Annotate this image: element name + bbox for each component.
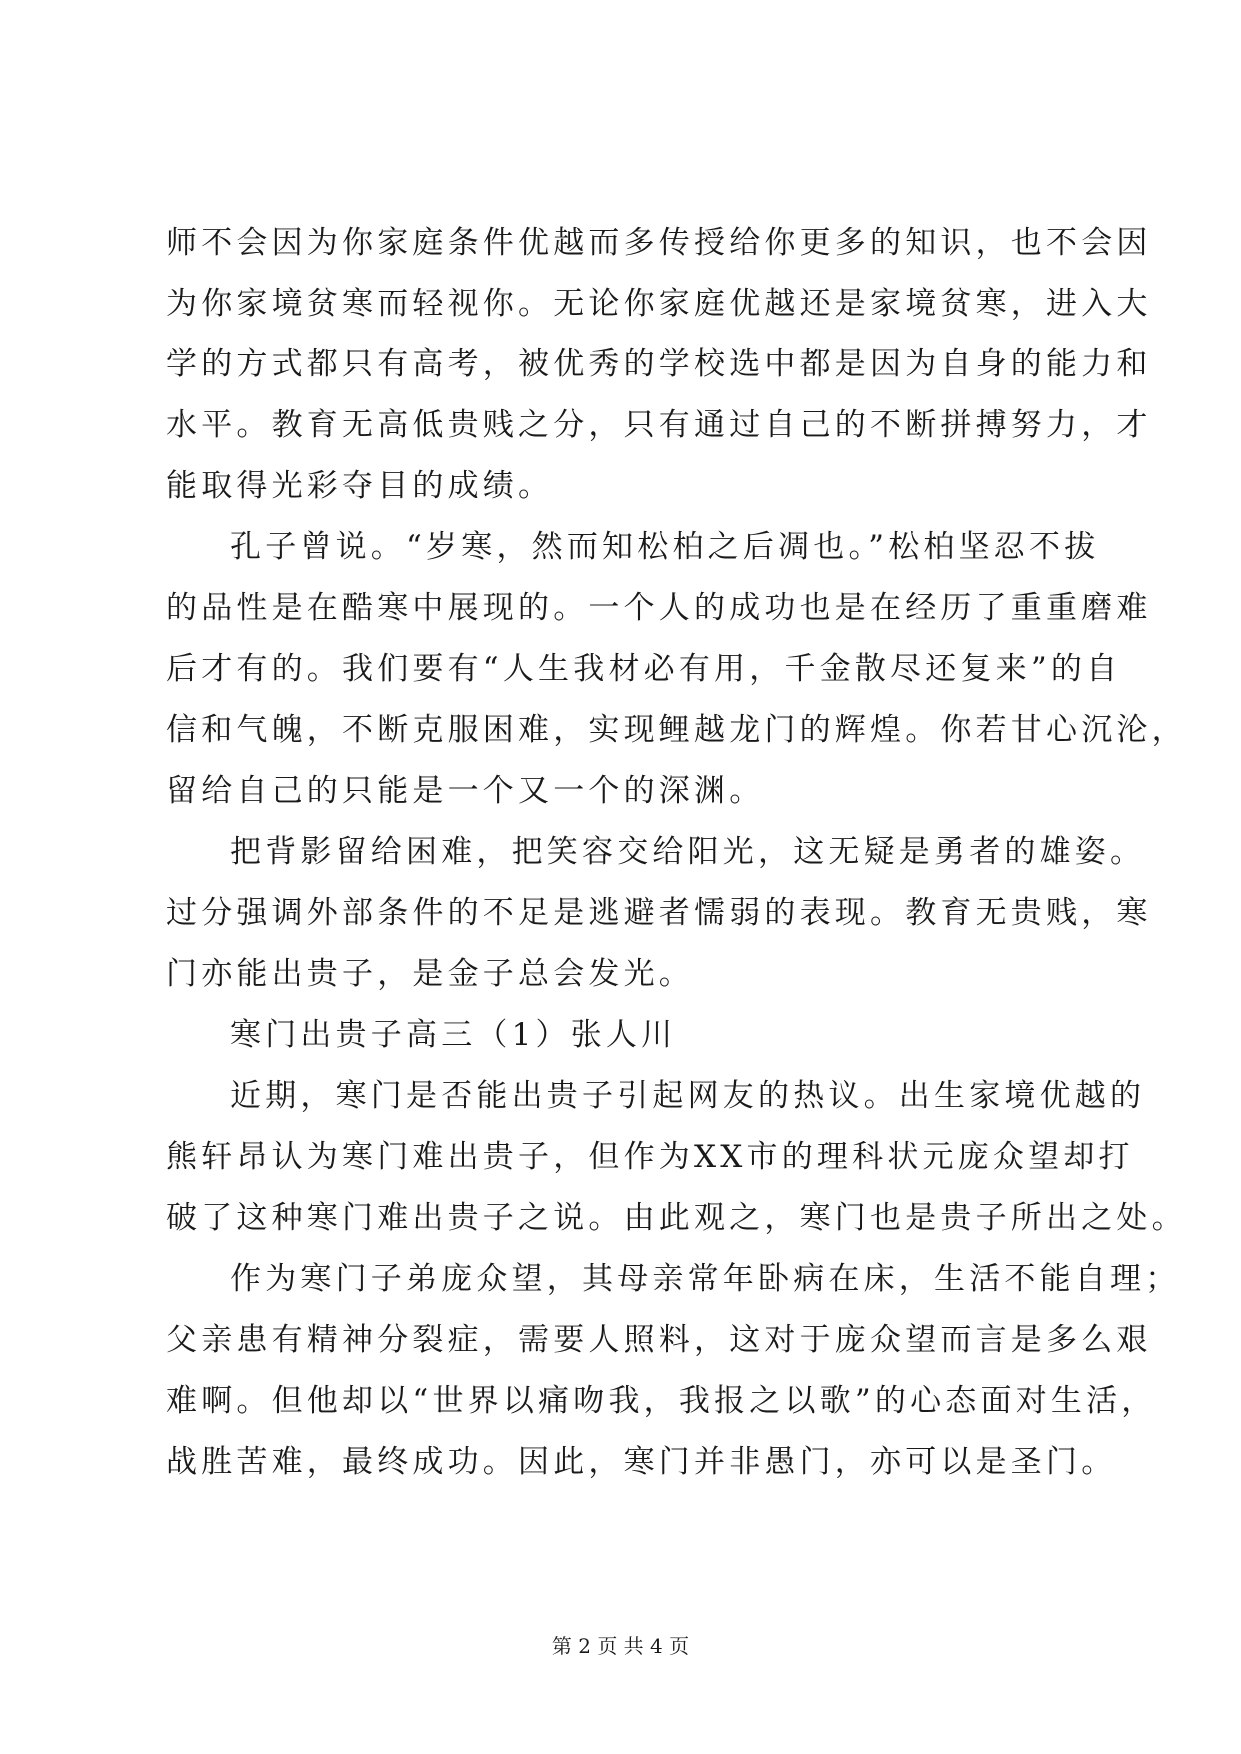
- text-line: 难啊。但他却以“世界以痛吻我，我报之以歌”的心态面对生活，: [166, 1383, 1157, 1419]
- text-line: 水平。教育无高低贵贱之分，只有通过自己的不断拼搏努力，才: [166, 407, 1152, 443]
- text-line: 门亦能出贵子，是金子总会发光。: [166, 956, 694, 992]
- text-line: 留给自己的只能是一个又一个的深渊。: [166, 773, 765, 809]
- text-line: 战胜苦难，最终成功。因此，寒门并非愚门，亦可以是圣门。: [166, 1444, 1117, 1480]
- text-line: 能取得光彩夺目的成绩。: [166, 468, 554, 504]
- text-line: 父亲患有精神分裂症，需要人照料，这对于庞众望而言是多么艰: [166, 1322, 1152, 1358]
- text-line: 师不会因为你家庭条件优越而多传授给你更多的知识，也不会因: [166, 225, 1152, 261]
- text-line: 把背影留给困难，把笑容交给阳光，这无疑是勇者的雄姿。: [230, 834, 1146, 870]
- text-line: 为你家境贫寒而轻视你。无论你家庭优越还是家境贫寒，进入大: [166, 286, 1152, 322]
- text-line: 信和气魄，不断克服困难，实现鲤越龙门的辉煌。你若甘心沉沦，: [166, 712, 1187, 748]
- text-line: 后才有的。我们要有“人生我材必有用，千金散尽还复来”的自: [166, 651, 1122, 687]
- text-line: 的品性是在酷寒中展现的。一个人的成功也是在经历了重重磨难: [166, 590, 1152, 626]
- text-line: 近期，寒门是否能出贵子引起网友的热议。出生家境优越的: [230, 1078, 1146, 1114]
- text-line: 熊轩昂认为寒门难出贵子，但作为XX市的理科状元庞众望却打: [166, 1139, 1134, 1175]
- text-line: 学的方式都只有高考，被优秀的学校选中都是因为自身的能力和: [166, 346, 1152, 382]
- text-line: 作为寒门子弟庞众望，其母亲常年卧病在床，生活不能自理；: [230, 1261, 1181, 1297]
- section-heading: 寒门出贵子高三（1）张人川: [230, 1017, 677, 1053]
- text-line: 破了这种寒门难出贵子之说。由此观之，寒门也是贵子所出之处。: [166, 1200, 1187, 1236]
- page-number-footer: 第 2 页 共 4 页: [551, 1634, 690, 1658]
- text-line: 孔子曾说。“岁寒，然而知松柏之后凋也。”松柏坚忍不拔: [230, 529, 1100, 565]
- text-line: 过分强调外部条件的不足是逃避者懦弱的表现。教育无贵贱，寒: [166, 895, 1152, 931]
